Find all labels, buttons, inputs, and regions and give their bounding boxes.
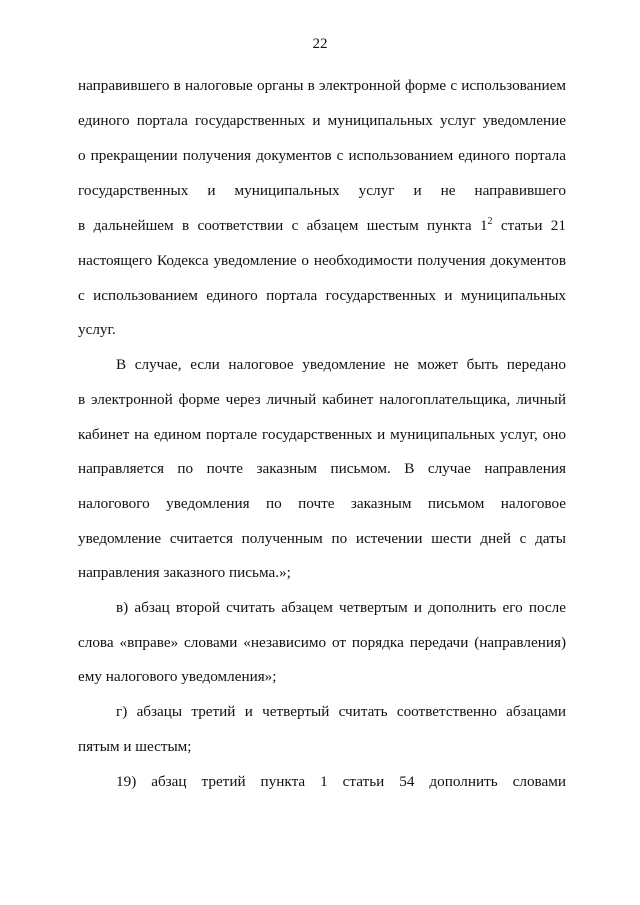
text-line: уведомление считается полученным по истечении шести дней с даты xyxy=(78,530,566,547)
text-line: налогового уведомления по почте заказным письмом налоговое xyxy=(78,495,566,512)
text-line: о прекращении получения документов с использованием единого портала xyxy=(78,147,566,164)
text-line: пятым и шестым; xyxy=(78,738,192,755)
text-line-with-superscript xyxy=(78,216,566,236)
text-segment: в дальнейшем в соответствии с абзацем шестым пункта 1 xyxy=(78,217,488,234)
text-line: г) абзацы третий и четвертый считать соответственно абзацами xyxy=(116,703,566,720)
text-line: кабинет на едином портале государственных и муниципальных услуг, оно xyxy=(78,426,566,443)
text-line: слова «вправе» словами «независимо от порядка передачи (направления) xyxy=(78,634,566,651)
text-line: ему налогового уведомления»; xyxy=(78,668,277,685)
text-line: направившего в налоговые органы в электронной форме с использованием xyxy=(78,77,566,94)
page-number: 22 xyxy=(312,36,328,52)
text-line: единого портала государственных и муниципальных услуг уведомление xyxy=(78,112,566,129)
text-segment: статьи 21 xyxy=(492,217,566,234)
text-line: государственных и муниципальных услуг и не направившего xyxy=(78,182,566,199)
text-line: настоящего Кодекса уведомление о необходимости получения документов xyxy=(78,252,566,269)
text-line: направляется по почте заказным письмом. В случае направления xyxy=(78,460,566,477)
text-line: услуг. xyxy=(78,321,116,338)
text-line: в электронной форме через личный кабинет налогоплательщика, личный xyxy=(78,391,566,408)
superscript: 2 xyxy=(487,216,493,227)
text-line: с использованием единого портала государственных и муниципальных xyxy=(78,287,566,304)
text-line: В случае, если налоговое уведомление не может быть передано xyxy=(116,356,566,373)
text-line: направления заказного письма.»; xyxy=(78,564,291,581)
text-line: в) абзац второй считать абзацем четвертым и дополнить его после xyxy=(116,599,566,616)
text-line: 19) абзац третий пункта 1 статьи 54 дополнить словами xyxy=(116,773,566,790)
